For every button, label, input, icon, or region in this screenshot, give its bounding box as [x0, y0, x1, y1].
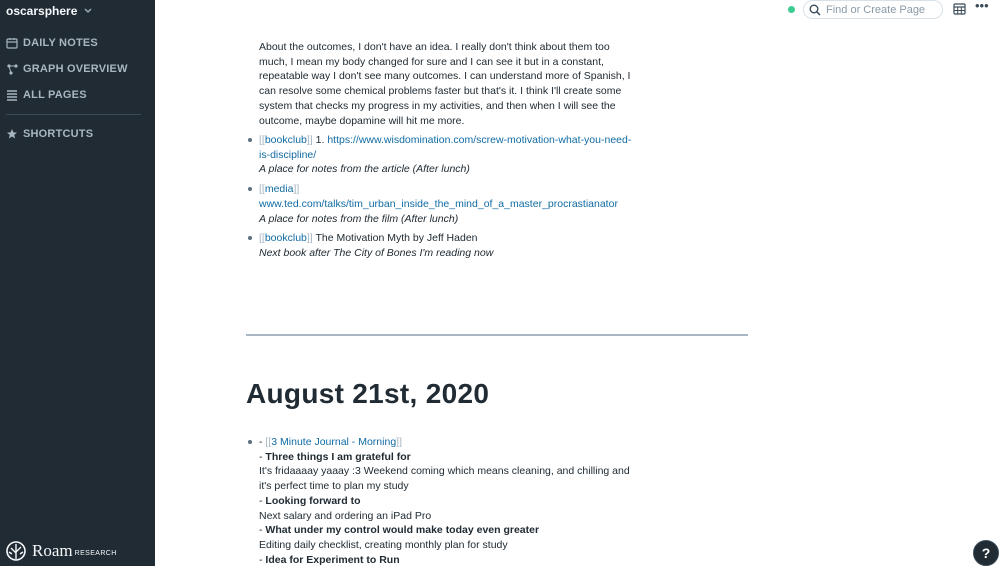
- sidebar-item-shortcuts[interactable]: [0, 121, 155, 147]
- logo-word: Roam: [32, 541, 73, 560]
- external-link[interactable]: www.ted.com/talks/tim_urban_inside_the_mind_of_a_master_procrastianator: [259, 197, 618, 210]
- block-bullet[interactable]: [259, 231, 639, 260]
- page-reference[interactable]: [[3 Minute Journal - Morning]]: [265, 436, 403, 448]
- external-link[interactable]: https://www.wisdomination.com/screw-motivation-what-you-need-is-discipline/: [259, 134, 632, 161]
- page-reference[interactable]: [[bookclub]]: [259, 134, 313, 146]
- logo-subtitle: RESEARCH: [74, 550, 117, 557]
- roam-logo-icon: [6, 541, 26, 561]
- roam-logo[interactable]: [6, 541, 117, 561]
- left-sidebar: [0, 0, 155, 566]
- sidebar-nav: [0, 30, 155, 147]
- sidebar-item-daily-notes[interactable]: [0, 30, 155, 56]
- journal-question: Three things I am grateful for: [265, 450, 411, 463]
- main-content: [155, 0, 1000, 566]
- graph-switcher[interactable]: [6, 4, 92, 18]
- journal-answer: Editing daily checklist, creating monthly plan for study: [259, 538, 508, 551]
- calendar-icon: [6, 37, 18, 49]
- sidebar-item-label: DAILY NOTES: [23, 37, 98, 49]
- page-divider: [246, 334, 748, 336]
- sidebar-item-graph-overview[interactable]: [0, 56, 155, 82]
- sidebar-item-label: SHORTCUTS: [23, 128, 94, 140]
- list-icon: [6, 89, 18, 101]
- journal-question: What under my control would make today even greater: [265, 524, 540, 537]
- block-bullet[interactable]: [259, 182, 639, 226]
- sidebar-item-label: GRAPH OVERVIEW: [23, 63, 128, 75]
- journal-question: Looking forward to: [265, 494, 361, 507]
- star-icon: [6, 128, 18, 140]
- journal-block: [259, 435, 639, 566]
- help-button[interactable]: ?: [973, 540, 999, 566]
- block-text[interactable]: About the outcomes, I don't have an idea. I really don't think about them too much, I mean my body changed for sure and I can see it but in a constant, repeatable way I don't see many outcomes. I can understand more of Spanish, I can resolve some chemical problems faster but that's it. I think I'll create some system that checks my progress in my activities, and then when I will see the outcome, maybe dopamine will hit me more.: [259, 41, 631, 127]
- block-note: A place for notes from the article (After lunch): [259, 163, 470, 176]
- block-bullet[interactable]: [259, 133, 639, 177]
- journal-answer: Next salary and ordering an iPad Pro: [259, 509, 432, 522]
- journal-question: Idea for Experiment to Run: [265, 553, 400, 566]
- graph-icon: [6, 63, 18, 75]
- block-text: The Motivation Myth by Jeff Haden: [312, 232, 478, 245]
- sidebar-item-all-pages[interactable]: [0, 82, 155, 108]
- chevron-down-icon: [84, 8, 92, 14]
- block-note: A place for notes from the film (After lunch): [259, 212, 459, 225]
- page-reference[interactable]: [[media]]: [259, 183, 300, 196]
- more-options-icon[interactable]: •••: [975, 0, 989, 13]
- page-title[interactable]: August 21st, 2020: [246, 378, 490, 409]
- journal-answer: It's fridaaaay yaaay :3 Weekend coming which means cleaning, and chilling and it's perfect time to plan my study: [259, 465, 630, 493]
- sidebar-divider: [6, 114, 141, 115]
- page-reference[interactable]: [[bookclub]]: [259, 232, 313, 245]
- block-bullet[interactable]: - [[3 Minute Journal - Morning]] - Three things I am grateful for It's fridaaaay yaaay :3 Weekend coming which means cleaning, and chilling and it's perfect time to plan my study - Looking forward to Next salary and ordering an iPad Pro - What under my control would make today even greater Editing daily checklist, creating monthly plan for study - Idea for Experiment to Run: [259, 435, 639, 566]
- bullet-prefix: 1.: [312, 134, 328, 146]
- graph-name: oscarsphere: [6, 4, 78, 18]
- block-list: [259, 133, 639, 266]
- sidebar-item-label: ALL PAGES: [23, 89, 87, 101]
- block-note: Next book after The City of Bones I'm reading now: [259, 246, 494, 259]
